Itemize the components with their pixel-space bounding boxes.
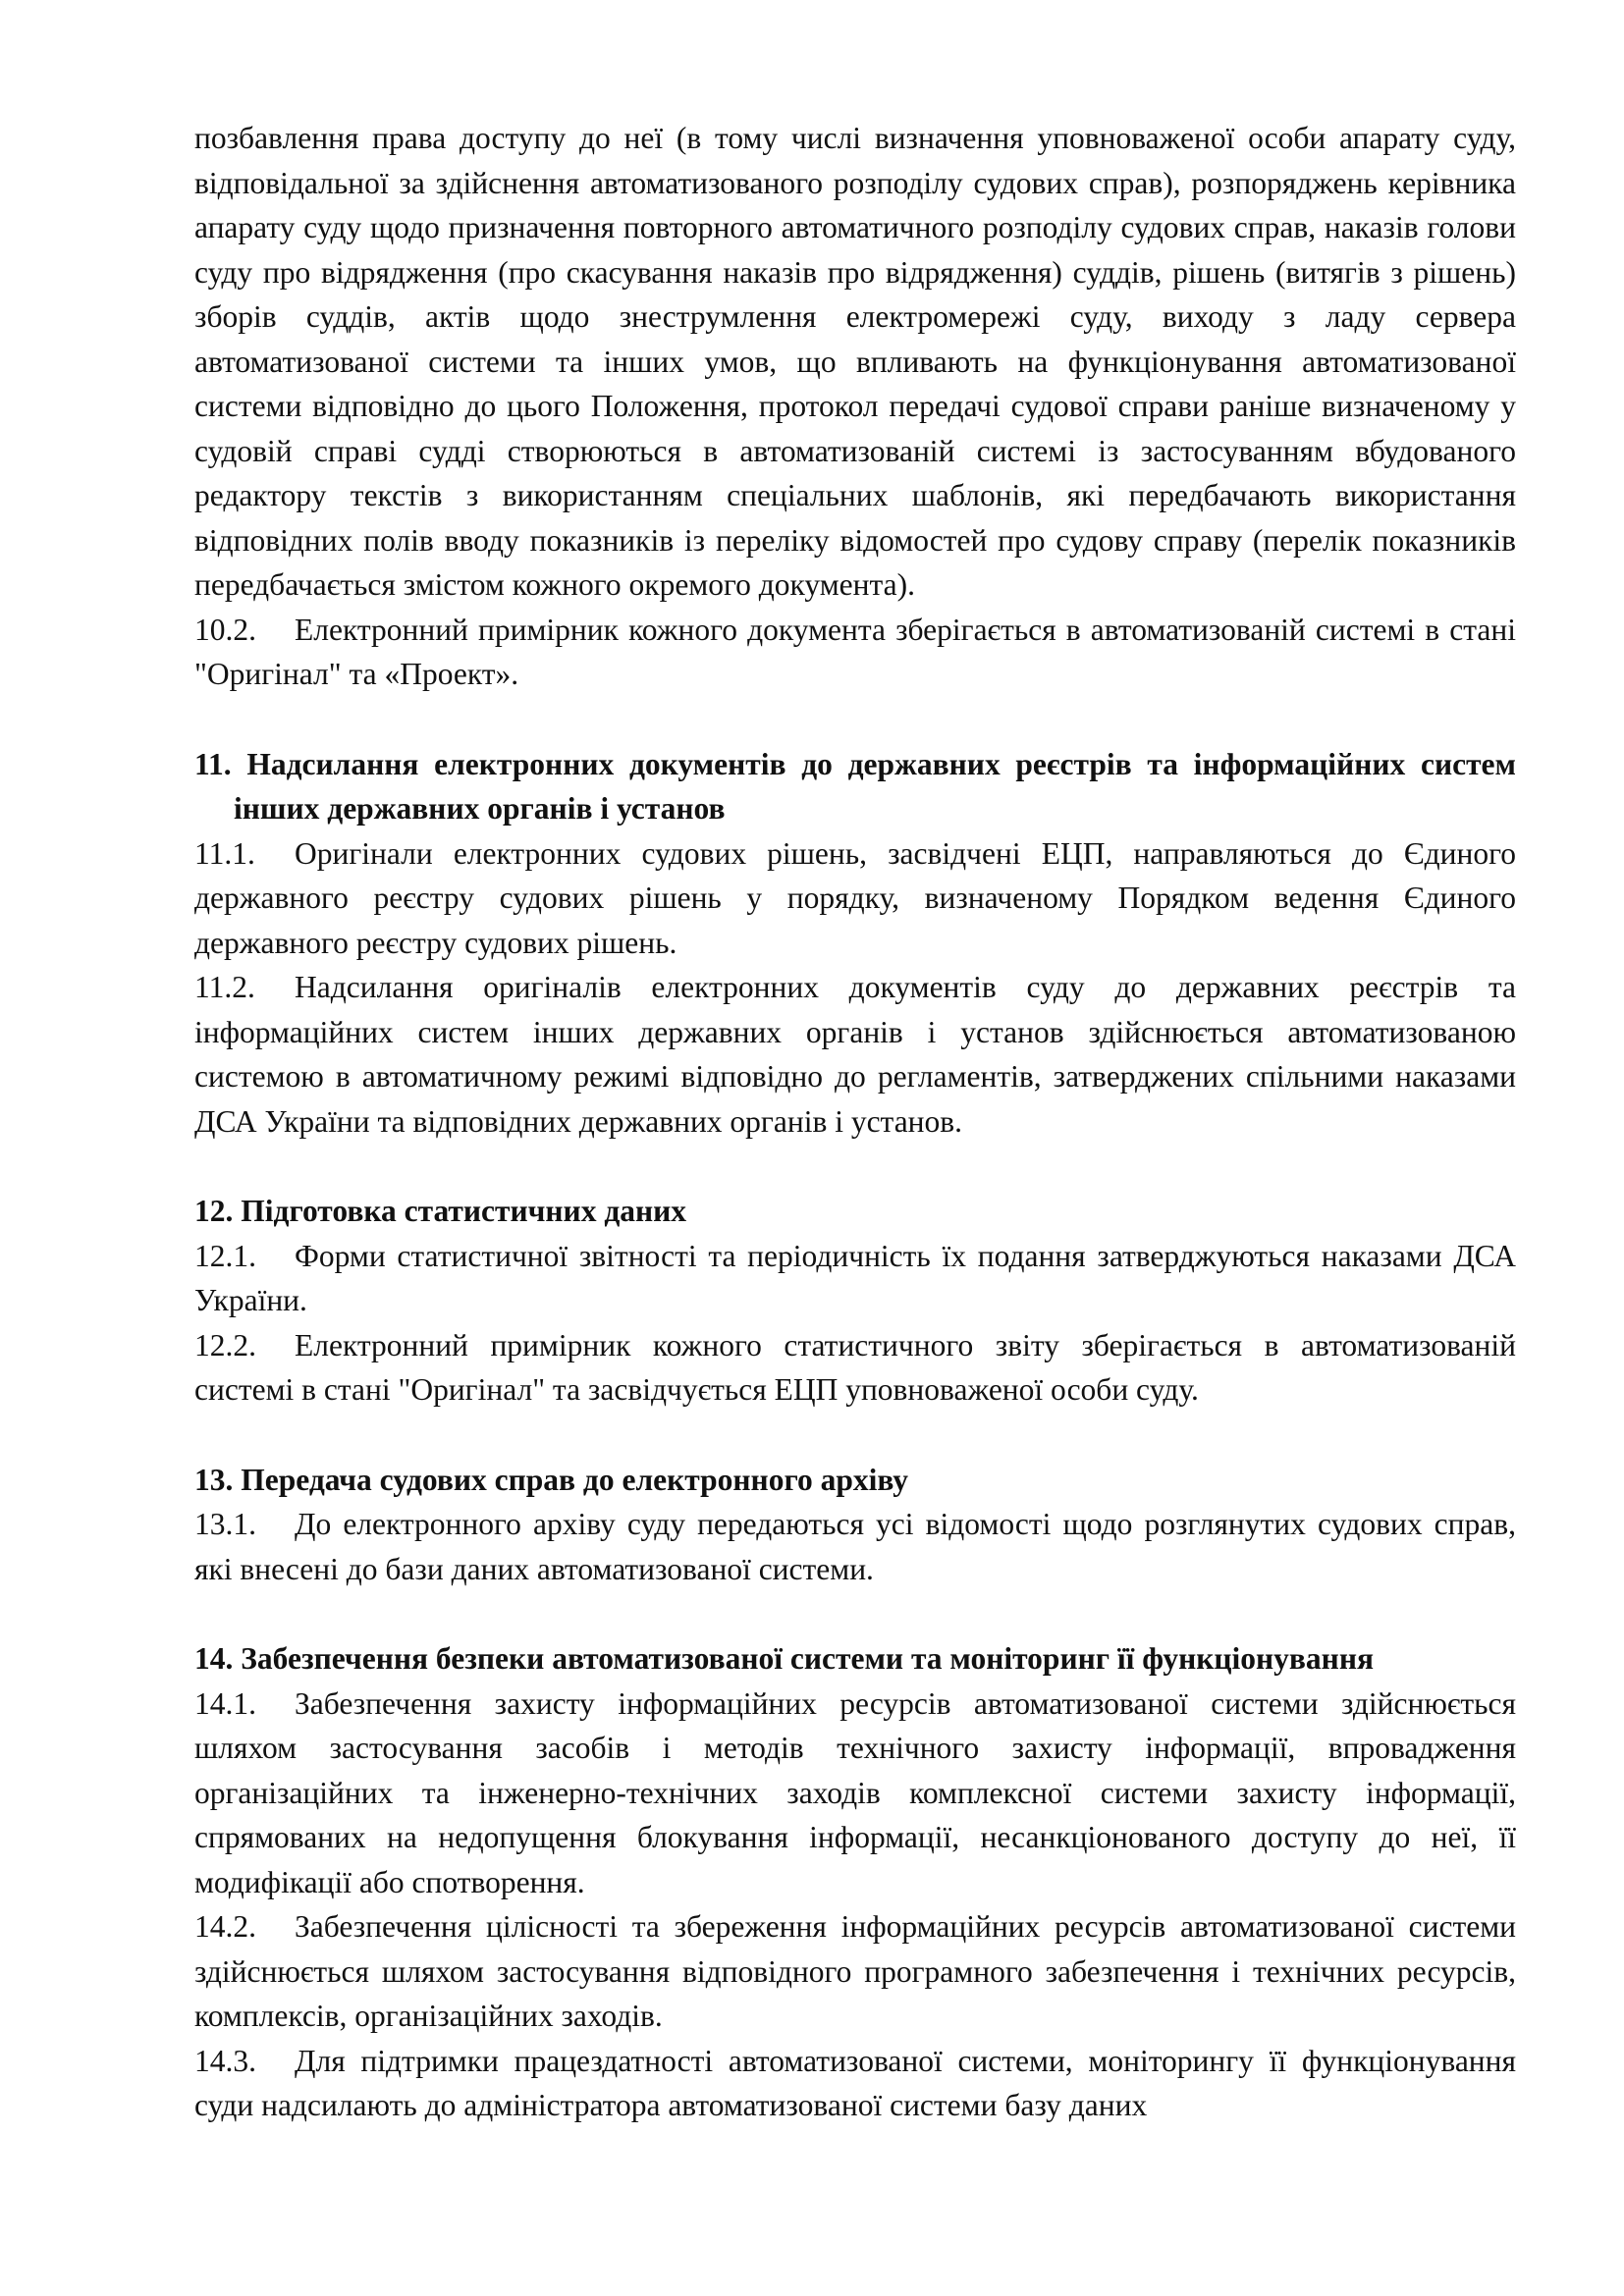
item-text: Електронний примірник кожного статистичного звіту зберігається в автоматизованій системі в стані "Оригінал" та засвідчується ЕЦП уповноваженої особи суду. — [194, 1327, 1516, 1407]
item-number: 12.1. — [194, 1238, 256, 1273]
item-14-1 — [194, 1682, 1516, 1905]
item-text: Електронний примірник кожного документа зберігається в автоматизованій системі в стані "Оригінал" та «Проект». — [194, 612, 1516, 691]
section-14 — [194, 1636, 1516, 2128]
item-number: 12.2. — [194, 1327, 256, 1362]
section-heading: 11. Надсилання електронних документів до державних реєстрів та інформаційних систем інших державних органів і установ — [194, 746, 1516, 826]
paragraph-continuation: позбавлення права доступу до неї (в тому числі визначення уповноваженої особи апарату суду, відповідальної за здійснення автоматизованого розподілу судових справ), розпоряджень керівника апарату суду щодо призначення повторного автоматичного розподілу судових справ, наказів голови суду про відрядження (про скасування наказів про відрядження) суддів, рішень (витягів з рішень) зборів суддів, актів щодо знеструмлення електромережі суду, виходу з ладу сервера автоматизованої системи та інших умов, що впливають на функціонування автоматизованої системи відповідно до цього Положення, протокол передачі судової справи раніше визначеному у судовій справі судді створюються в автоматизованій системі із застосуванням вбудованого редактору текстів з використанням спеціальних шаблонів, які передбачають використання відповідних полів вводу показників із переліку відомостей про судову справу (перелік показників передбачається змістом кожного окремого документа). — [194, 121, 1516, 602]
item-10-2 — [194, 608, 1516, 697]
section-heading: 12. Підготовка статистичних даних — [194, 1194, 687, 1228]
item-number: 14.2. — [194, 1909, 256, 1944]
item-12-1 — [194, 1234, 1516, 1323]
section-heading: 13. Передача судових справ до електронного архіву — [194, 1462, 909, 1497]
item-number: 14.3. — [194, 2043, 256, 2078]
item-number: 13.1. — [194, 1507, 256, 1541]
section-heading: 14. Забезпечення безпеки автоматизованої системи та моніторинг її функціонування — [194, 1641, 1375, 1676]
item-number: 10.2. — [194, 612, 256, 647]
item-text: Надсилання оригіналів електронних документів суду до державних реєстрів та інформаційних систем інших державних органів і установ здійснюється автоматизованою системою в автоматичному режимі відповідно до регламентів, затверджених спільними наказами ДСА України та відповідних державних органів і установ. — [194, 970, 1516, 1139]
item-text: Для підтримки працездатності автоматизованої системи, моніторингу її функціонування суди надсилають до адміністратора автоматизованої системи базу даних — [194, 2043, 1516, 2122]
item-11-2 — [194, 965, 1516, 1144]
item-13-1 — [194, 1502, 1516, 1591]
item-14-3 — [194, 2039, 1516, 2128]
document-page — [194, 116, 1516, 2128]
item-number: 11.2. — [194, 970, 255, 1004]
item-12-2 — [194, 1323, 1516, 1413]
item-14-2 — [194, 1904, 1516, 2039]
item-11-1 — [194, 831, 1516, 966]
item-text: Забезпечення цілісності та збереження інформаційних ресурсів автоматизованої системи здійснюється шляхом застосування відповідного програмного забезпечення і технічних ресурсів, комплексів, організаційних заходів. — [194, 1909, 1516, 2033]
item-text: До електронного архіву суду передаються усі відомості щодо розглянутих судових справ, які внесені до бази даних автоматизованої системи. — [194, 1507, 1516, 1586]
item-text: Оригінали електронних судових рішень, засвідчені ЕЦП, направляються до Єдиного державного реєстру судових рішень у порядку, визначеному Порядком ведення Єдиного державного реєстру судових рішень. — [194, 835, 1516, 960]
section-12 — [194, 1189, 1516, 1413]
item-number: 11.1. — [194, 835, 255, 871]
section-13 — [194, 1458, 1516, 1592]
section-11 — [194, 742, 1516, 1145]
item-number: 14.1. — [194, 1685, 256, 1721]
item-text: Забезпечення захисту інформаційних ресурсів автоматизованої системи здійснюється шляхом застосування засобів і методів технічного захисту інформації, впровадження організаційних та інженерно-технічних заходів комплексної системи захисту інформації, спрямованих на недопущення блокування інформації, несанкціонованого доступу до неї, її модифікації або спотворення. — [194, 1685, 1516, 1899]
item-text: Форми статистичної звітності та періодичність їх подання затверджуються наказами ДСА України. — [194, 1238, 1516, 1317]
